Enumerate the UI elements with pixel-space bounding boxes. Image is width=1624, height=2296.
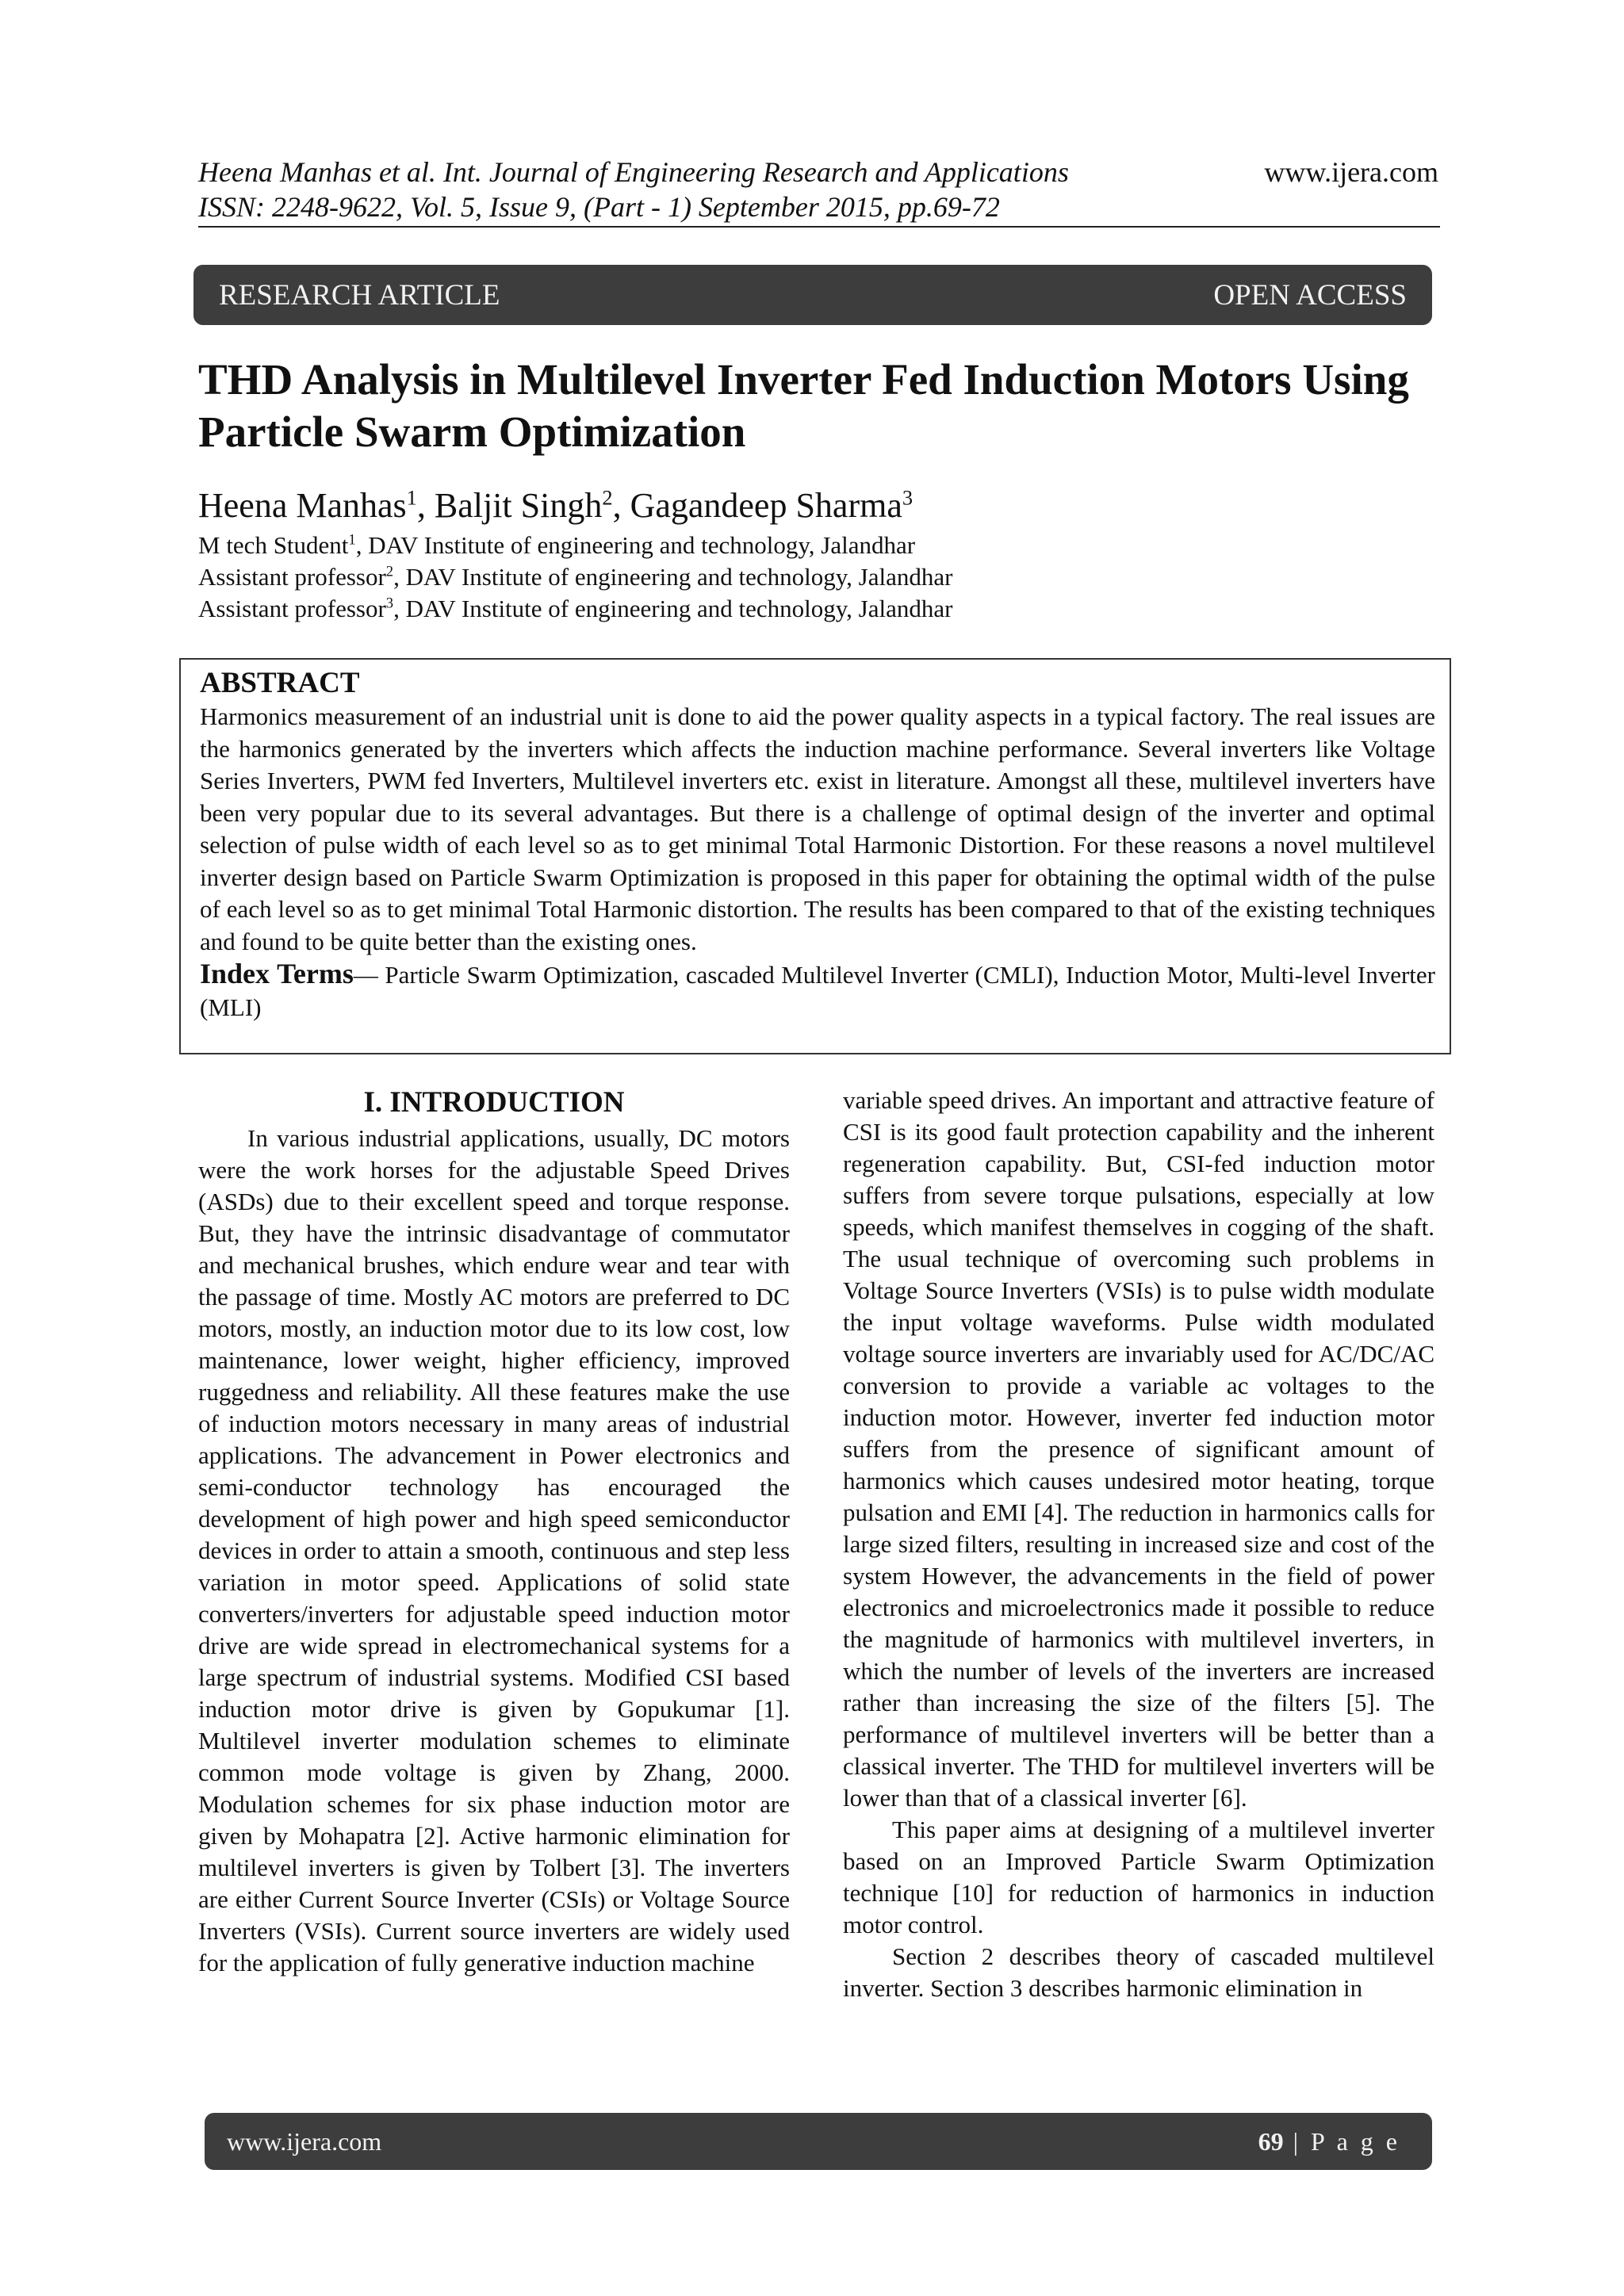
affiliation <box>198 593 952 625</box>
author-superscript: 2 <box>602 485 613 510</box>
issn-line: ISSN: 2248-9622, Vol. 5, Issue 9, (Part - 1) September 2015, pp.69-72 <box>198 191 1000 223</box>
left-column <box>198 1085 790 1979</box>
affiliation <box>198 530 952 561</box>
access-label: OPEN ACCESS <box>1213 278 1407 312</box>
abstract-heading: ABSTRACT <box>200 667 360 699</box>
paper-title: THD Analysis in Multilevel Inverter Fed Induction Motors Using Particle Swarm Optimization <box>198 355 1409 456</box>
page-number-suffix: | P a g e <box>1283 2126 1400 2156</box>
affiliation-role: M tech Student <box>198 531 349 559</box>
affiliation <box>198 561 952 593</box>
body-paragraph: In various industrial applications, usually, DC motors were the work horses for the adjustable Speed Drives (ASDs) due to their excellent speed and torque response. But, they have the intrinsic disadvantage of commutator and mechanical brushes, which endure wear and tear with the passage of time. Mostly AC motors are preferred to DC motors, mostly, an induction motor due to its low cost, low maintenance, lower weight, higher efficiency, improved ruggedness and reliability. All these features make the use of induction motors necessary in many areas of industrial applications. The advancement in Power electronics and semi-conductor technology has encouraged the development of high power and high speed semiconductor devices in order to attain a smooth, continuous and step less variation in motor speed. Applications of solid state converters/inverters for adjustable speed induction motor drive are wide spread in electromechanical systems for a large spectrum of industrial systems. Modified CSI based induction motor drive is given by Gopukumar [1]. Multilevel inverter modulation schemes to eliminate common mode voltage is given by Zhang, 2000. Modulation schemes for six phase induction motor are given by Mohapatra [2]. Active harmonic elimination for multilevel inverters is given by Tolbert [3]. The inverters are either Current Source Inverter (CSIs) or Voltage Source Inverters (VSIs). Current source inverters are widely used for the application of fully generative induction machine <box>198 1124 790 1976</box>
affiliation-superscript: 1 <box>348 531 356 549</box>
section-heading: I. INTRODUCTION <box>363 1086 625 1119</box>
author-list: Heena Manhas$^1$, Baljit Singh$^2$, Gagandeep Sharma$^3$ <box>198 485 914 525</box>
article-type-label: RESEARCH ARTICLE <box>219 278 500 312</box>
right-column <box>843 1085 1434 2004</box>
affiliation-institute: , DAV Institute of engineering and technology, Jalandhar <box>393 563 953 591</box>
author-name: Baljit Singh <box>434 486 603 525</box>
page-footer <box>205 2113 1432 2170</box>
index-terms-text: — Particle Swarm Optimization, cascaded Multilevel Inverter (CMLI), Induction Motor, Multi-level Inverter (MLI) <box>200 961 1436 1021</box>
body-paragraph: Section 2 describes theory of cascaded multilevel inverter. Section 3 describes harmonic elimination in <box>843 1942 1434 2002</box>
affiliation-list <box>198 530 952 625</box>
author-superscript: 3 <box>902 485 914 510</box>
footer-website-link[interactable]: www.ijera.com <box>227 2126 382 2156</box>
body-paragraph: variable speed drives. An important and attractive feature of CSI is its good fault protection capability and the inherent regeneration capability. But, CSI-fed induction motor suffers from severe torque pulsations, especially at low speeds, which manifest themselves in cogging of the shaft. The usual technique of overcoming such problems in Voltage Source Inverters (VSIs) is to pulse width modulate the input voltage waveforms. Pulse width modulated voltage source inverters are invariably used for AC/DC/AC conversion to provide a variable ac voltages to the induction motor. However, inverter fed induction motor suffers from the presence of significant amount of harmonics which causes undesired motor heating, torque pulsation and EMI [4]. The reduction in harmonics calls for large sized filters, resulting in increased size and cost of the system However, the advancements in the field of power electronics and microelectronics made it possible to reduce the magnitude of harmonics with multilevel inverters, in which the number of levels of the inverters are increased rather than increasing the size of the filters [5]. The performance of multilevel inverters will be better than a classical inverter. The THD for multilevel inverters will be lower than that of a classical inverter [6]. <box>843 1086 1434 1812</box>
author-name: Gagandeep Sharma <box>630 486 902 525</box>
body-paragraph: This paper aims at designing of a multilevel inverter based on an Improved Particle Swarm Optimization technique [10] for reduction of harmonics in induction motor control. <box>843 1816 1434 1938</box>
journal-line: Heena Manhas et al. Int. Journal of Engineering Research and Applications <box>198 156 1069 188</box>
header-website-link[interactable]: www.ijera.com <box>1264 156 1438 188</box>
affiliation-superscript: 2 <box>385 563 394 580</box>
index-terms <box>200 958 1435 1024</box>
article-type-banner <box>193 265 1432 325</box>
index-terms-label: Index Terms <box>200 958 354 989</box>
affiliation-institute: , DAV Institute of engineering and technology, Jalandhar <box>355 531 916 559</box>
author-name: Heena Manhas <box>198 486 407 525</box>
affiliation-superscript: 3 <box>385 595 394 612</box>
header-divider <box>198 226 1440 228</box>
abstract-text: Harmonics measurement of an industrial unit is done to aid the power quality aspects in a typical factory. The real issues are the harmonics generated by the inverters which affects the induction machine performance. Several inverters like Voltage Series Inverters, PWM fed Inverters, Multilevel inverters etc. exist in literature. Amongst all these, multilevel inverters have been very popular due to its several advantages. But there is a challenge of optimal design of the inverter and optimal selection of pulse width of each level so as to get minimal Total Harmonic Distortion. For these reasons a novel multilevel inverter design based on Particle Swarm Optimization is proposed in this paper for obtaining the optimal width of the pulse of each level so as to get minimal Total Harmonic distortion. The results has been compared to that of the existing techniques and found to be quite better than the existing ones. <box>200 702 1435 955</box>
affiliation-institute: , DAV Institute of engineering and technology, Jalandhar <box>393 595 953 622</box>
affiliation-role: Assistant professor <box>198 563 386 591</box>
page-number-value: 69 <box>1258 2126 1284 2156</box>
affiliation-role: Assistant professor <box>198 595 386 622</box>
abstract-box <box>179 658 1451 1054</box>
running-header <box>198 155 1438 224</box>
page-number <box>1258 2127 1400 2156</box>
author-superscript: 1 <box>406 485 417 510</box>
